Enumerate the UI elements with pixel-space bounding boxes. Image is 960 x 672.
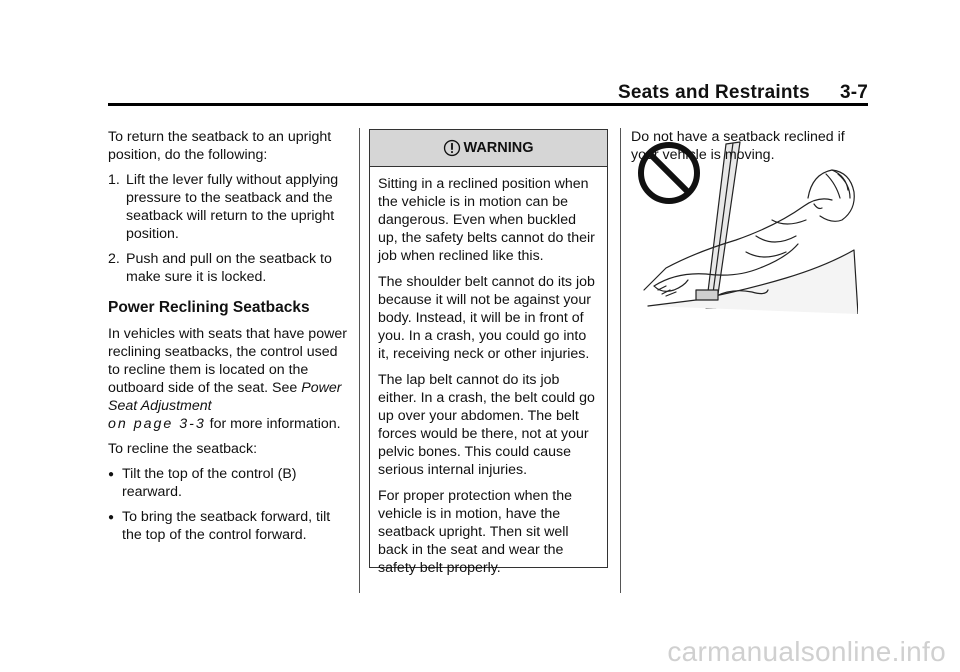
- warning-symbol-icon: [443, 139, 461, 157]
- power-recline-paragraph: [108, 325, 351, 433]
- step-item: [108, 250, 351, 286]
- watermark: carmanualsonline.info: [667, 636, 946, 667]
- warning-paragraph: The shoulder belt cannot do its job because it will not be against your body. Instead, it will be in front of you. In a crash, you could go into it, receiving neck or other injuries.: [378, 274, 595, 362]
- bullet-icon: ●: [108, 469, 115, 480]
- para-text: for more information.: [205, 416, 341, 432]
- warning-paragraph: For proper protection when the vehicle is in motion, have the seatback upright. Then sit well back in the seat and wear the safety belt properly.: [378, 488, 573, 576]
- bullet-item: [108, 508, 351, 544]
- page-header: [618, 82, 868, 104]
- step-item: [108, 171, 351, 243]
- step-text: Push and pull on the seatback to make sure it is locked.: [126, 251, 332, 285]
- warning-title: WARNING: [463, 140, 534, 156]
- section-heading: Power Reclining Seatbacks: [108, 299, 310, 316]
- bullet-item: [108, 465, 351, 501]
- section-title: Seats and Restraints: [617, 82, 810, 103]
- illustration-caption: Do not have a seatback reclined if your vehicle is moving.: [631, 129, 845, 163]
- column-divider: [359, 128, 360, 593]
- intro-paragraph: To return the seatback to an upright position, do the following:: [108, 129, 332, 163]
- column-right: [631, 128, 871, 171]
- recline-intro: To recline the seatback:: [108, 441, 258, 457]
- step-number: 1.: [108, 172, 120, 188]
- page-reference[interactable]: on page 3‑3: [108, 416, 206, 432]
- warning-box: [369, 129, 608, 576]
- warning-body: [370, 167, 607, 577]
- step-number: 2.: [108, 251, 120, 267]
- page-number: 3-7: [839, 82, 868, 103]
- cross-reference-link[interactable]: Power Seat Adjustment: [108, 380, 342, 414]
- step-text: Lift the lever fully without applying pressure to the seatback and the seatback will return to the upright position.: [126, 172, 339, 242]
- warning-header: [370, 130, 607, 167]
- para-text: In vehicles with seats that have power reclining seatbacks, the control used to recline them is located on the outboard side of the seat. See: [108, 326, 347, 396]
- bullet-text: Tilt the top of the control (B) rearward.: [122, 466, 297, 500]
- column-divider: [620, 128, 621, 593]
- header-rule: [108, 103, 868, 106]
- column-left: [108, 128, 351, 551]
- warning-paragraph: The lap belt cannot do its job either. In a crash, the belt could go up over your abdomen. The belt forces would be there, not at your pelvic bones. This could cause serious internal injuries.: [378, 372, 595, 478]
- bullet-text: To bring the seatback forward, tilt the top of the control forward.: [122, 509, 331, 543]
- bullet-icon: ●: [108, 512, 115, 523]
- warning-paragraph: Sitting in a reclined position when the vehicle is in motion can be dangerous. Even when buckled up, the safety belts cannot do their job when reclined like this.: [378, 176, 595, 264]
